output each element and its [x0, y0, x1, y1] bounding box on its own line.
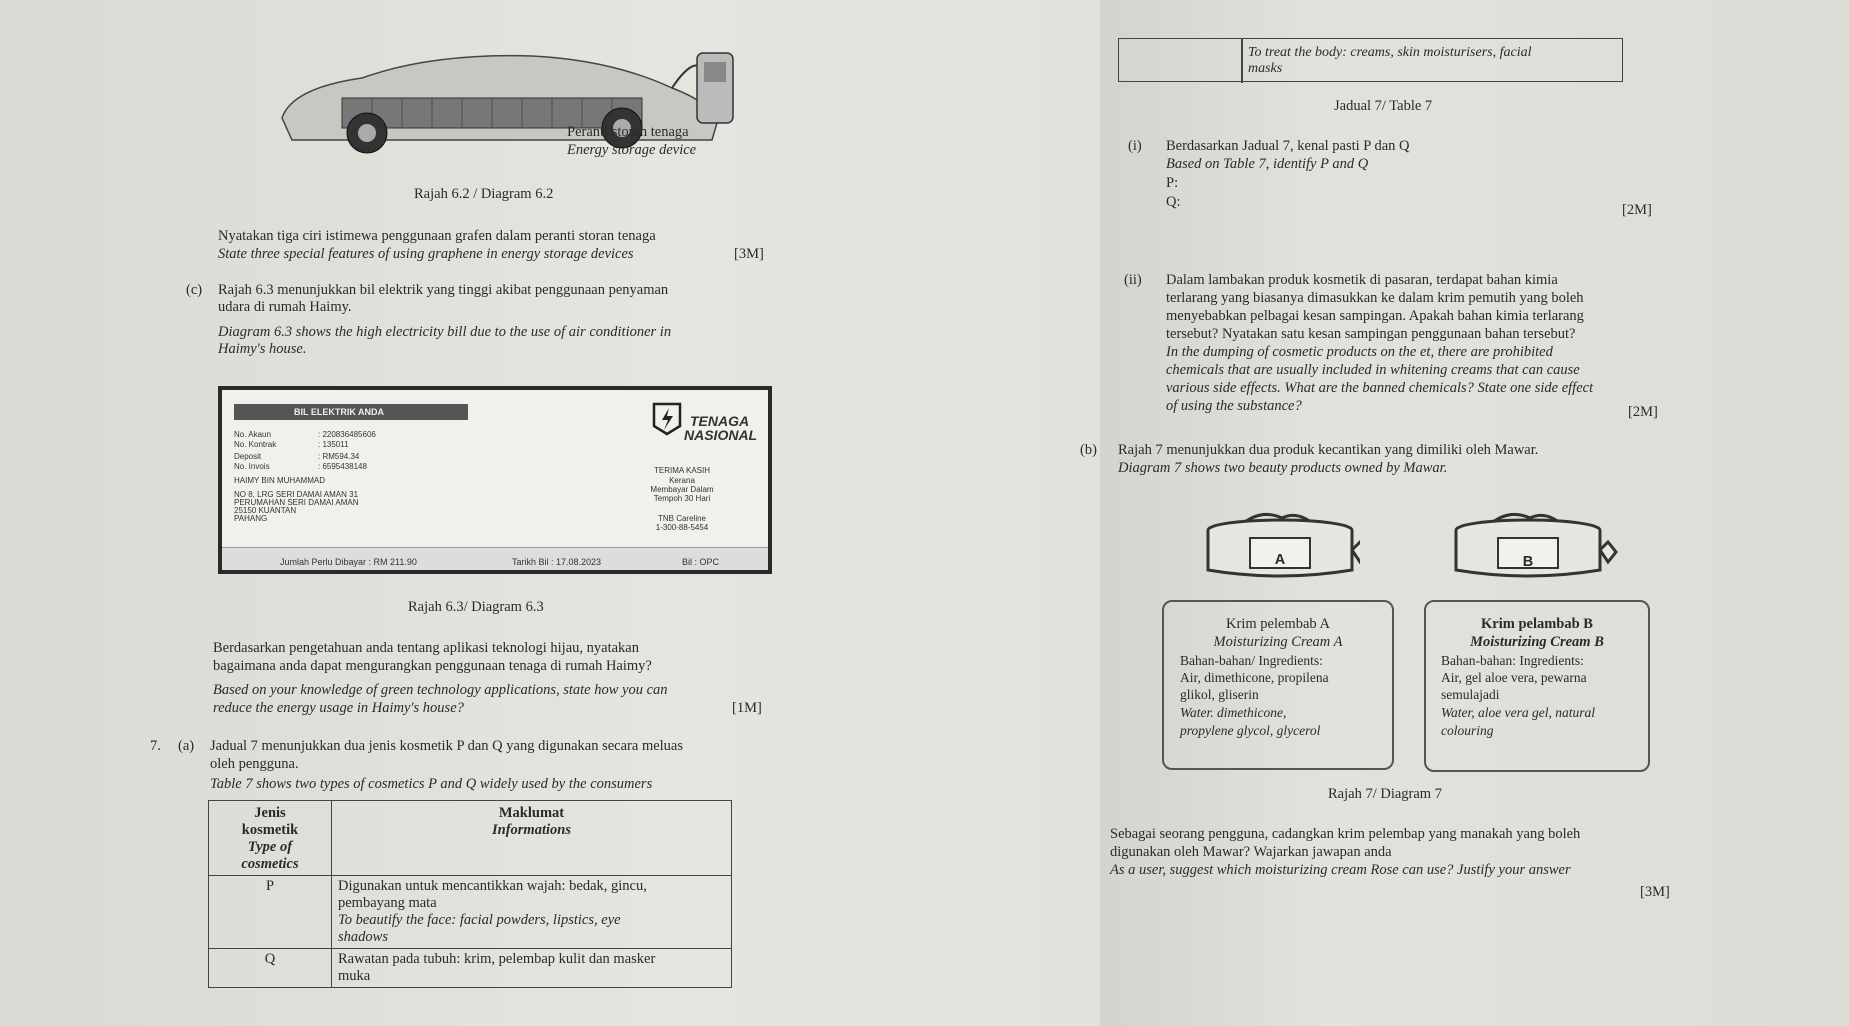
question-c2-ms-2: bagaimana anda dapat mengurangkan penggunaan tenaga di rumah Haimy? — [213, 658, 652, 674]
table-7-caption: Jadual 7/ Table 7 — [1334, 98, 1433, 114]
bill-address-2: PERUMAHAN SERI DAMAI AMAN — [234, 498, 359, 507]
question-c-en-2: Haimy's house. — [218, 341, 307, 357]
bill-akaun-label: No. Akaun — [234, 430, 271, 439]
row-p-en-2: shadows — [338, 929, 388, 945]
question-i-en: Based on Table 7, identify P and Q — [1166, 156, 1369, 172]
question-c-label: (c) — [186, 282, 203, 298]
question-c-en-1: Diagram 6.3 shows the high electricity bill due to the use of air conditioner in — [218, 324, 672, 340]
question-b-marks: [3M] — [734, 246, 764, 262]
cream-jar-b-icon — [1448, 508, 1618, 588]
header-type-ms-2: kosmetik — [241, 822, 299, 838]
question-c2-ms-1: Berdasarkan pengetahuan anda tentang aplikasi teknologi hijau, nyatakan — [213, 640, 639, 656]
bill-address-1: NO 8, LRG SERI DAMAI AMAN 31 — [234, 490, 359, 499]
cream-b-title-en: Moisturizing Cream B — [1470, 634, 1604, 650]
car-label-ms: Peranti storan tenaga — [567, 124, 689, 140]
bill-date: Tarikh Bil : 17.08.2023 — [512, 557, 602, 567]
question-i-label: (i) — [1128, 138, 1142, 154]
bill-careline-2: 1-300-88-5454 — [655, 523, 709, 532]
bill-header: BIL ELEKTRIK ANDA — [234, 404, 468, 420]
question-ii-en-3: various side effects. What are the banned chemicals? State one side effect — [1166, 380, 1594, 396]
question-b-ms: Nyatakan tiga ciri istimewa penggunaan grafen dalam peranti storan tenaga — [218, 228, 656, 244]
question-i-ms: Berdasarkan Jadual 7, kenal pasti P dan Q — [1166, 138, 1410, 154]
cream-jar-a-icon — [1200, 508, 1360, 588]
question-7a-label: (a) — [178, 738, 195, 754]
question-ii-ms-1: Dalam lambakan produk kosmetik di pasaran, terdapat bahan kimia — [1166, 272, 1558, 288]
bill-brand-2: NASIONAL — [684, 427, 758, 443]
question-b-en-right: Diagram 7 shows two beauty products owned by Mawar. — [1118, 460, 1448, 476]
cream-a-ingredient-3: Water. dimethicone, — [1180, 705, 1287, 720]
question-ii-ms-4: tersebut? Nyatakan satu kesan sampingan penggunaan bahan tersebut? — [1166, 326, 1576, 342]
row-p-info — [332, 876, 732, 949]
cream-b-ingredient-4: colouring — [1441, 723, 1494, 738]
table-header-info — [332, 801, 732, 876]
question-7a-ms-2: oleh pengguna. — [210, 756, 299, 772]
question-i-marks: [2M] — [1622, 202, 1652, 218]
header-type-ms-1: Jenis — [254, 805, 286, 821]
header-type-en-1: Type of — [247, 839, 293, 855]
cream-a-title-en: Moisturizing Cream A — [1213, 634, 1343, 650]
cream-b-ingredient-2: semulajadi — [1441, 687, 1500, 702]
table-row-q — [209, 949, 732, 988]
table-7 — [208, 800, 732, 988]
bill-kontrak-label: No. Kontrak — [234, 440, 277, 449]
bill-akaun-value: : 220836485606 — [318, 430, 376, 439]
cream-a-ingredients-label: Bahan-bahan/ Ingredients: — [1180, 653, 1323, 668]
row-p-label: P — [209, 876, 332, 949]
cream-a-ingredient-1: Air, dimethicone, propilena — [1180, 670, 1329, 685]
cream-b-ingredient-1: Air, gel aloe vera, pewarna — [1441, 670, 1587, 685]
question-b-en: State three special features of using graphene in energy storage devices — [218, 246, 634, 262]
cream-a-ingredient-4: propylene glycol, glycerol — [1180, 723, 1321, 738]
cream-b-title: Krim pelambab B — [1481, 616, 1593, 632]
cream-a-ingredient-2: glikol, gliserin — [1180, 687, 1259, 702]
answer-p-label: P: — [1166, 175, 1179, 191]
question-c2-en-2: reduce the energy usage in Haimy's house? — [213, 700, 464, 716]
cream-b-ingredient-3: Water, aloe vera gel, natural — [1441, 705, 1595, 720]
question-ii-ms-2: terlarang yang biasanya dimasukkan ke dalam krim pemutih yang boleh — [1166, 290, 1584, 306]
jar-b-label: B — [1522, 554, 1534, 570]
header-info-en: Informations — [492, 822, 571, 838]
bill-type: Bil : OPC — [682, 557, 720, 567]
bill-total: Jumlah Perlu Dibayar : RM 211.90 — [280, 557, 417, 567]
question-7-number: 7. — [150, 738, 161, 754]
row-q-label: Q — [209, 949, 332, 988]
electricity-bill — [218, 386, 772, 574]
bill-thanks-1: TERIMA KASIH — [653, 466, 710, 475]
bill-address-3: 25150 KUANTAN — [234, 506, 297, 515]
question-ii-ms-3: menyebabkan pelbagai kesan sampingan. Apakah bahan kimia terlarang — [1166, 308, 1584, 324]
question-ii-en-2: chemicals that are usually included in whitening creams that can cause — [1166, 362, 1580, 378]
bill-deposit-label: Deposit — [234, 452, 262, 461]
question-c2-en-1: Based on your knowledge of green technology applications, state how you can — [213, 682, 668, 698]
bill-thanks-4: Tempoh 30 Hari — [653, 494, 711, 503]
row-p-ms-2: pembayang mata — [338, 895, 437, 911]
bill-kontrak-value: : 135011 — [318, 440, 349, 449]
table-header-type — [209, 801, 332, 876]
bill-invois-value: : 6595438148 — [318, 462, 367, 471]
top-cell-line-2: masks — [1248, 61, 1283, 76]
question-7a-en: Table 7 shows two types of cosmetics P and Q widely used by the consumers — [210, 776, 653, 792]
header-info-ms: Maklumat — [498, 805, 565, 821]
final-question-ms-1: Sebagai seorang pengguna, cadangkan krim pelembap yang manakah yang boleh — [1110, 826, 1581, 842]
final-question-marks: [3M] — [1640, 884, 1670, 900]
bill-thanks-3: Membayar Dalam — [650, 485, 714, 494]
question-b-label-right: (b) — [1080, 442, 1097, 458]
bill-invois-label: No. Invois — [234, 462, 270, 471]
final-question-ms-2: digunakan oleh Mawar? Wajarkan jawapan anda — [1110, 844, 1392, 860]
question-ii-marks: [2M] — [1628, 404, 1658, 420]
diagram-6-2-caption: Rajah 6.2 / Diagram 6.2 — [414, 186, 554, 202]
bill-deposit-value: : RM594.34 — [318, 452, 360, 461]
top-cell-line-1: To treat the body: creams, skin moisturisers, facial — [1248, 45, 1532, 60]
diagram-7-caption: Rajah 7/ Diagram 7 — [1328, 786, 1442, 802]
answer-q-label: Q: — [1166, 194, 1181, 210]
bill-address-4: PAHANG — [234, 514, 268, 523]
table-header-row — [209, 801, 732, 876]
question-c-ms-2: udara di rumah Haimy. — [218, 299, 352, 315]
row-p-en-1: To beautify the face: facial powders, lipstics, eye — [338, 912, 621, 928]
question-7a-ms-1: Jadual 7 menunjukkan dua jenis kosmetik P dan Q yang digunakan secara meluas — [210, 738, 684, 754]
bill-careline-1: TNB Careline — [657, 514, 706, 523]
tnb-logo-icon — [652, 402, 682, 436]
row-q-ms-1: Rawatan pada tubuh: krim, pelembap kulit dan masker — [338, 951, 656, 967]
cream-a-title: Krim pelembab A — [1226, 616, 1330, 632]
bill-thanks-2: Kerana — [669, 476, 695, 485]
row-p-ms-1: Digunakan untuk mencantikkan wajah: bedak, gincu, — [338, 878, 647, 894]
question-c2-marks: [1M] — [732, 700, 762, 716]
bill-customer-name: HAIMY BIN MUHAMMAD — [234, 476, 325, 485]
table-row-p — [209, 876, 732, 949]
question-c-ms-1: Rajah 6.3 menunjukkan bil elektrik yang tinggi akibat penggunaan penyaman — [218, 282, 669, 298]
cream-b-ingredients-label: Bahan-bahan: Ingredients: — [1441, 653, 1584, 668]
row-q-ms-2: muka — [338, 968, 371, 984]
diagram-6-3-caption: Rajah 6.3/ Diagram 6.3 — [408, 599, 544, 615]
final-question-en: As a user, suggest which moisturizing cream Rose can use? Justify your answer — [1110, 862, 1571, 878]
row-q-info — [332, 949, 732, 988]
car-label-en: Energy storage device — [567, 142, 697, 158]
bill-brand-1: TENAGA — [690, 413, 750, 429]
question-ii-en-1: In the dumping of cosmetic products on the et, there are prohibited — [1166, 344, 1553, 360]
header-type-en-2: cosmetics — [241, 856, 299, 872]
question-ii-en-4: of using the substance? — [1166, 398, 1302, 414]
question-ii-label: (ii) — [1124, 272, 1142, 288]
question-b-ms-right: Rajah 7 menunjukkan dua produk kecantikan yang dimiliki oleh Mawar. — [1118, 442, 1539, 458]
jar-a-label: A — [1274, 552, 1286, 568]
